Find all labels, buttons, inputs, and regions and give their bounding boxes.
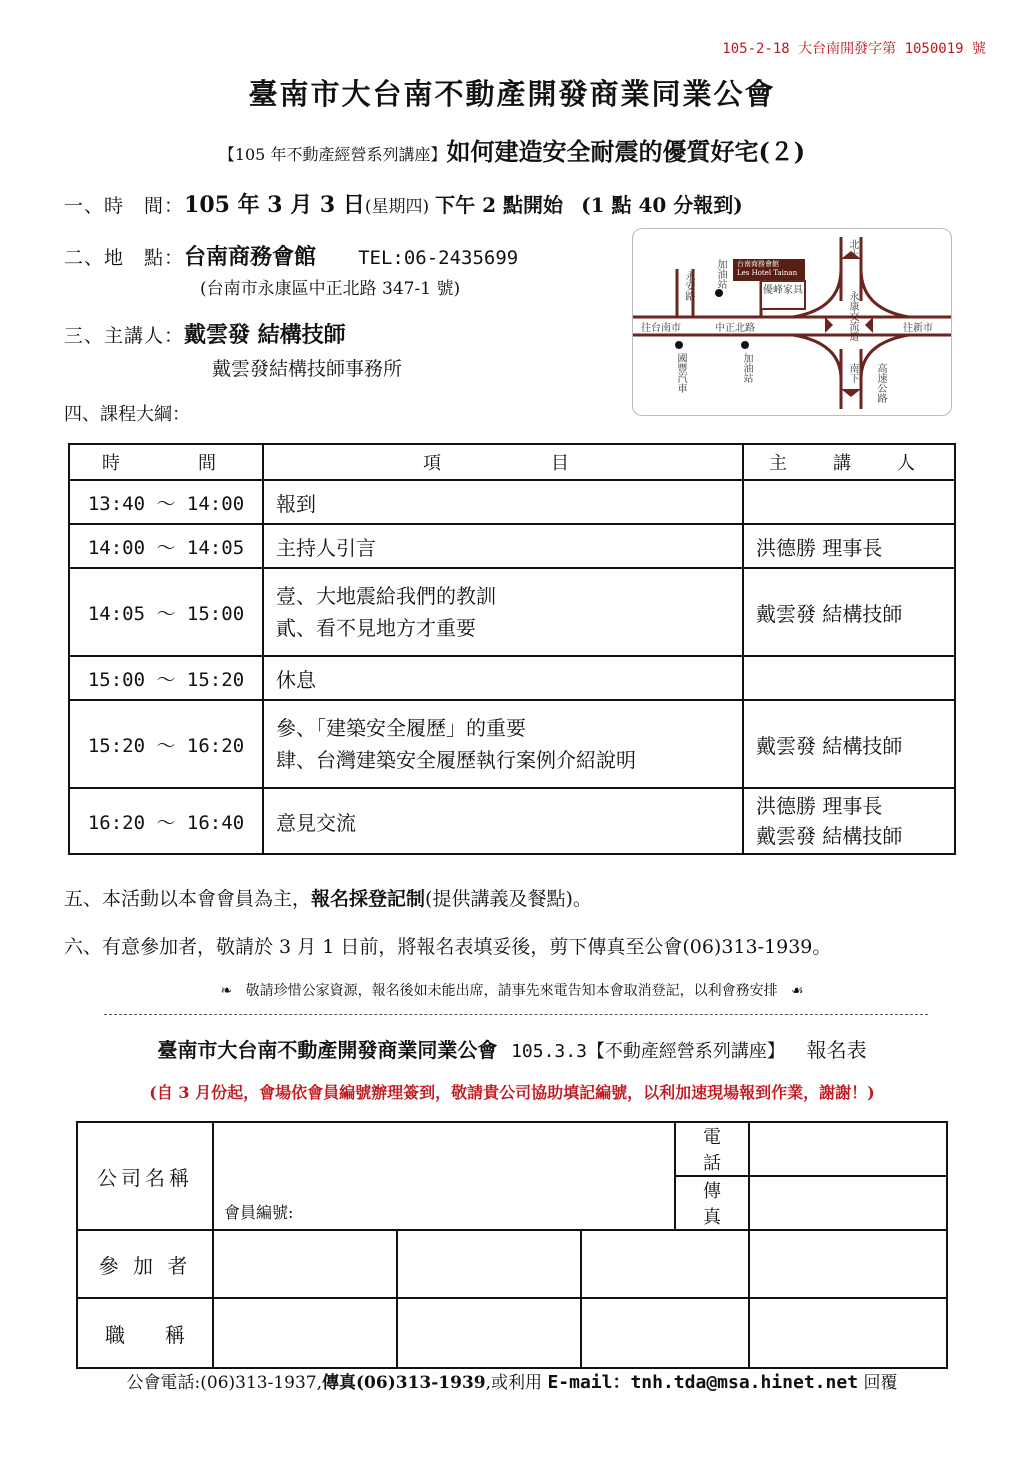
item-5 [64, 884, 592, 911]
schedule-speaker [743, 656, 955, 700]
map-label-north: 北上 [847, 239, 858, 259]
fax-label: 傳 真 [675, 1176, 749, 1230]
map-label-road: 中正北路 [715, 323, 755, 334]
footer-reply: 回覆 [863, 1373, 898, 1393]
footer-email-link[interactable]: E-mail：tnh.tda@msa.hinet.net [547, 1372, 859, 1393]
job-title-field[interactable] [213, 1298, 397, 1368]
schedule-header-row [69, 444, 955, 480]
schedule-speaker [743, 568, 955, 656]
schedule-row [69, 480, 955, 524]
map-label-highway: 高速公路 [875, 363, 886, 403]
time-line [64, 188, 743, 219]
schedule-item-line: 休息 [276, 667, 316, 692]
schedule-row [69, 656, 955, 700]
schedule-item [263, 700, 743, 788]
note-text: 敬請珍惜公家資源，報名後如未能出席，請事先來電告知本會取消登記，以利會務安排 [245, 983, 778, 999]
item-5-bold: 報名採登記制 [311, 888, 426, 910]
document-reference-number: 105-2-18 大台南開發字第 1050019 號 [722, 41, 986, 57]
schedule-row [69, 788, 955, 854]
map-label-gas-2: 加油站 [741, 353, 752, 383]
place-label: 二、地 點： [64, 247, 185, 269]
schedule-speaker-line: 戴雲發 結構技師 [756, 824, 903, 848]
lecture-series: 【105 年不動產經營系列講座】 [218, 145, 447, 164]
schedule-time: 14:05 ～ 15:00 [69, 568, 263, 656]
registration-form [76, 1121, 948, 1369]
schedule-speaker-line: 戴雲發 結構技師 [756, 733, 903, 758]
schedule-item [263, 480, 743, 524]
schedule-item-line: 參、「建築安全履歷」的重要 [276, 716, 526, 740]
cut-line [104, 1014, 928, 1015]
schedule-item [263, 788, 743, 854]
speaker-name: 戴雲發 結構技師 [184, 322, 346, 348]
lecture-title [0, 132, 1024, 167]
job-title-field[interactable] [749, 1298, 947, 1368]
attendee-field[interactable] [397, 1230, 581, 1298]
member-no-label: 會員編號: [224, 1203, 294, 1222]
schedule-speaker-line: 洪德勝 理事長 [756, 535, 883, 560]
attendee-field[interactable] [213, 1230, 397, 1298]
schedule-speaker-line: 戴雲發 結構技師 [756, 601, 903, 626]
schedule-row [69, 524, 955, 568]
place-line [64, 240, 518, 271]
fax-field[interactable] [749, 1176, 947, 1230]
schedule-speaker [743, 524, 955, 568]
company-label: 公司名稱 [77, 1122, 213, 1230]
schedule-time: 15:20 ～ 16:20 [69, 700, 263, 788]
event-date: 105 年 3 月 3 日 [184, 192, 365, 218]
item-6: 六、有意參加者，敬請於 3 月 1 日前，將報名表填妥後，剪下傳真至公會(06)313-1939。 [64, 936, 832, 958]
attendee-field[interactable] [749, 1230, 947, 1298]
schedule-header-time: 時 間 [69, 444, 263, 480]
flourish-right-icon: ☙ [777, 983, 804, 999]
schedule-item-line: 意見交流 [276, 810, 356, 835]
schedule-time: 14:00 ～ 14:05 [69, 524, 263, 568]
place-address: (台南市永康區中正北路 347-1 號) [200, 279, 461, 299]
attendee-field[interactable] [581, 1230, 749, 1298]
map-hotel-sign [737, 260, 797, 278]
map-label-south: 南下 [847, 363, 858, 383]
schedule-time: 13:40 ～ 14:00 [69, 480, 263, 524]
place-tel: TEL:06-2435699 [358, 247, 519, 269]
footer-fax: 傳真(06)313-1939 [322, 1373, 486, 1393]
map-label-shop: 優峰家具 [763, 285, 803, 296]
item-5-text: 五、本活動以本會會員為主， [64, 888, 312, 910]
schedule-item [263, 656, 743, 700]
cancellation-note [0, 980, 1024, 1000]
form-red-note: (自 3 月份起，會場依會員編號辦理簽到，敬請貴公司協助填記編號，以利加速現場報到作業，謝謝！) [149, 1083, 875, 1102]
flourish-left-icon: ❧ [220, 983, 246, 999]
footer-contact [0, 1368, 1024, 1394]
place-name: 台南商務會館 [184, 244, 317, 270]
schedule-item-line: 主持人引言 [276, 535, 376, 560]
lecture-name: 如何建造安全耐震的優質好宅(２) [446, 137, 806, 166]
company-field[interactable] [213, 1122, 675, 1230]
schedule-time: 15:00 ～ 15:20 [69, 656, 263, 700]
phone-label: 電 話 [675, 1122, 749, 1176]
footer-phone: 公會電話:(06)313-1937, [126, 1373, 323, 1393]
event-start: 下午 2 點開始 [435, 193, 564, 217]
event-checkin: (1 點 40 分報到) [581, 193, 743, 217]
schedule-time: 16:20 ～ 16:40 [69, 788, 263, 854]
form-org: 臺南市大台南不動產開發商業同業公會 [157, 1038, 498, 1062]
schedule-item-line: 報到 [276, 491, 316, 516]
event-weekday: (星期四) [364, 197, 430, 217]
form-series: 【不動產經營系列講座】 [586, 1041, 785, 1062]
form-kind: 報名表 [806, 1038, 867, 1062]
map-label-car-dealer: 國豐汽車 [675, 353, 686, 393]
map-hotel-name: 台南商務會館 [737, 260, 779, 268]
footer-or: ,或利用 [485, 1373, 543, 1393]
outline-label: 四、課程大綱： [64, 404, 190, 425]
phone-field[interactable] [749, 1122, 947, 1176]
schedule-speaker [743, 788, 955, 854]
map-label-to-tainan: 往台南市 [641, 323, 681, 334]
map-label-to-xinshi: 往新市 [903, 323, 933, 334]
schedule-item-line: 肆、台灣建築安全履歷執行案例介紹說明 [276, 748, 636, 772]
map-label-gas-1: 加油站 [715, 259, 726, 289]
schedule-header-item: 項 目 [263, 444, 743, 480]
map-hotel-en: Les Hotel Tainan [737, 269, 798, 277]
schedule-item-line: 壹、大地震給我們的教訓 [276, 584, 496, 608]
speaker-line [64, 318, 346, 349]
time-label: 一、時 間： [64, 195, 185, 217]
schedule-row [69, 568, 955, 656]
schedule-row [69, 700, 955, 788]
form-date: 105.3.3 [511, 1041, 587, 1062]
map-label-yongan: 永安路 [683, 271, 694, 301]
speaker-label: 三、主講人： [64, 325, 185, 347]
page-title: 臺南市大台南不動產開發商業同業公會 [248, 77, 776, 111]
map-label-interchange: 永康交流道 [847, 291, 858, 341]
form-title [0, 1034, 1024, 1063]
schedule-speaker [743, 700, 955, 788]
schedule-table [68, 443, 956, 855]
attendee-label: 參 加 者 [77, 1230, 213, 1298]
schedule-header-speaker: 主 講 人 [743, 444, 955, 480]
speaker-office: 戴雲發結構技師事務所 [212, 358, 403, 380]
job-title-field[interactable] [397, 1298, 581, 1368]
schedule-item [263, 568, 743, 656]
job-title-field[interactable] [581, 1298, 749, 1368]
location-map [632, 228, 952, 416]
schedule-speaker-line: 洪德勝 理事長 [756, 794, 883, 818]
item-5-post: (提供講義及餐點)。 [425, 888, 592, 910]
schedule-speaker [743, 480, 955, 524]
job-title-label: 職 稱 [77, 1298, 213, 1368]
schedule-item [263, 524, 743, 568]
schedule-item-line: 貳、看不見地方才重要 [276, 616, 476, 640]
